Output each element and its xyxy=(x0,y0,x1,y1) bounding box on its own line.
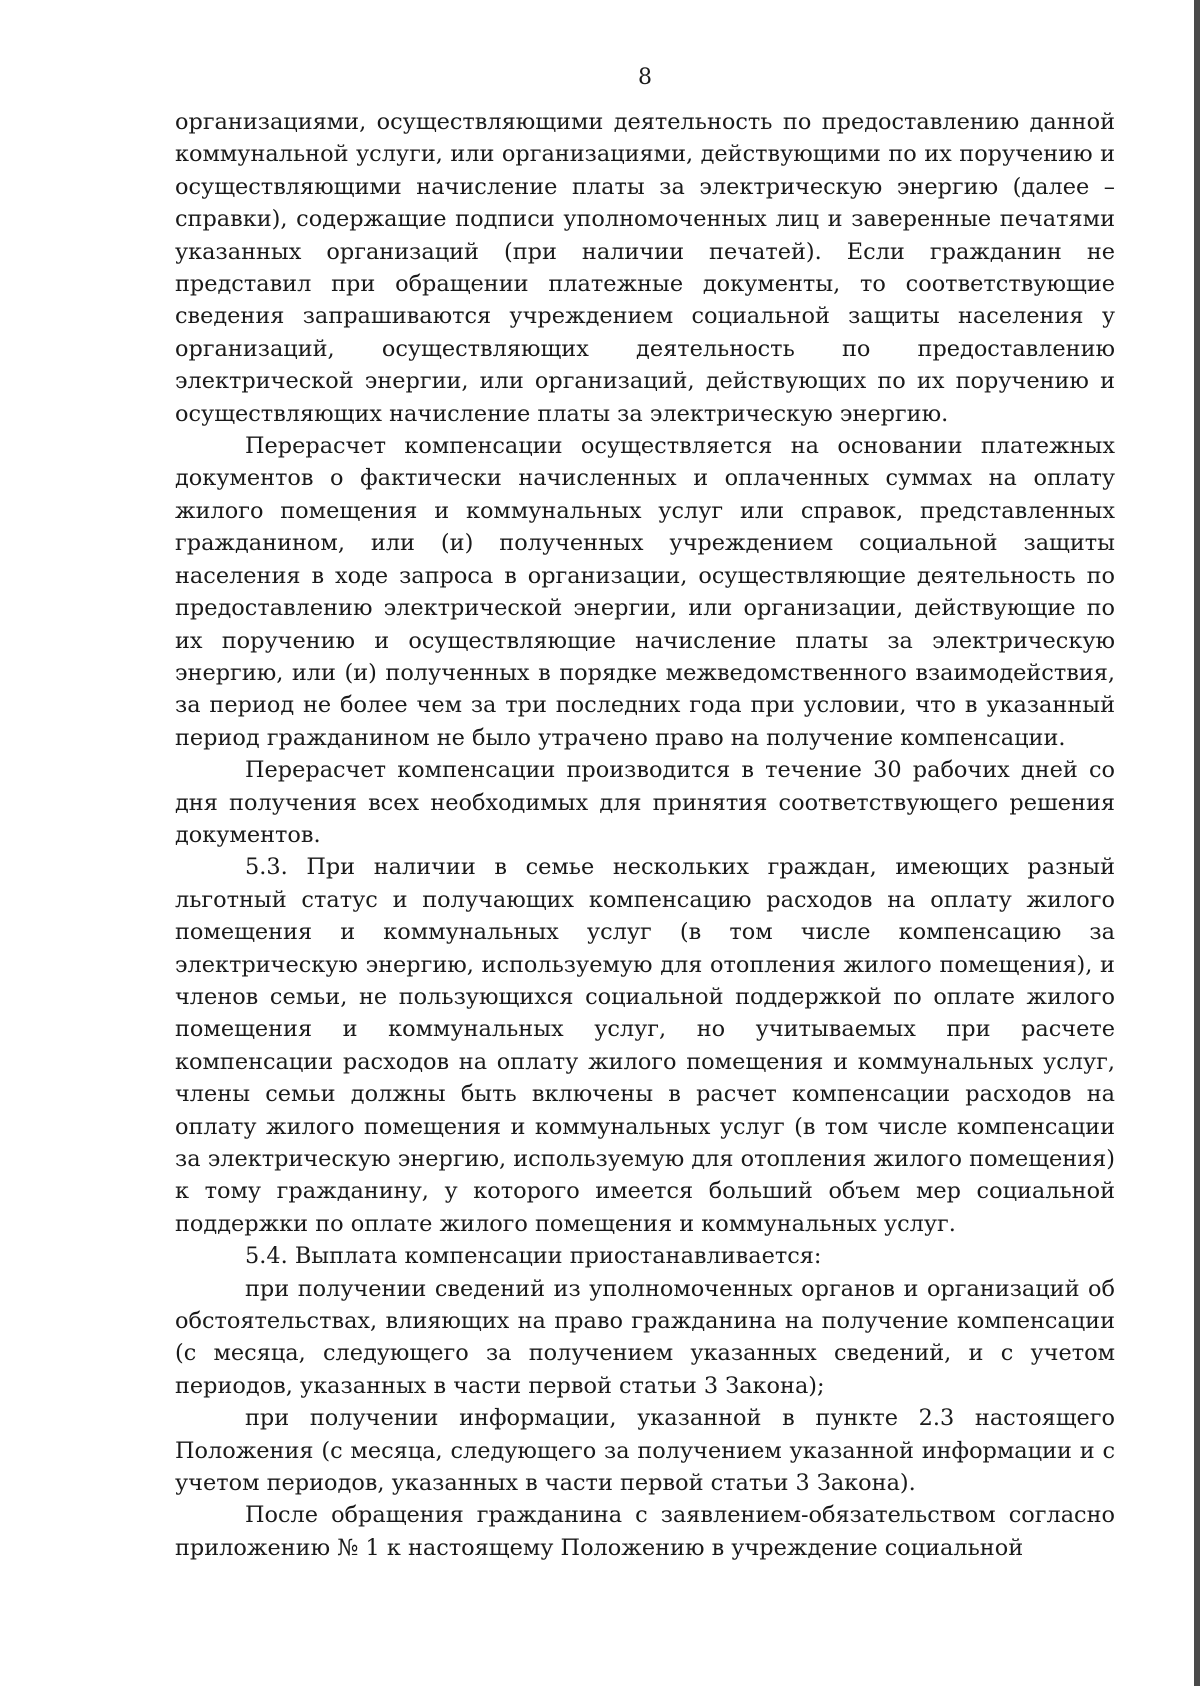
page-edge xyxy=(1194,0,1200,1686)
paragraph-recalculation-term: Перерасчет компенсации производится в течение 30 рабочих дней со дня получения всех необходимых для принятия соответствующего решения документов. xyxy=(175,757,1115,848)
paragraph-after-application: После обращения гражданина с заявлением-обязательством согласно приложению № 1 к настоящему Положению в учреждение социальной xyxy=(175,1502,1115,1561)
document-body xyxy=(175,106,1115,1564)
paragraph-5-4-item-1: при получении сведений из уполномоченных органов и организаций об обстоятельствах, влияющих на право гражданина на получение компенсации (с месяца, следующего за получением указанных сведений, и с учетом периодов, указанных в части первой статьи 3 Закона); xyxy=(175,1275,1115,1399)
paragraph-5-4: 5.4. Выплата компенсации приостанавливается: xyxy=(245,1243,822,1270)
paragraph-continuation: организациями, осуществляющими деятельность по предоставлению данной коммунальной услуги, или организациями, действующими по их поручению и осуществляющими начисление платы за электрическую энергию (далее – справки), содержащие подписи уполномоченных лиц и заверенные печатями указанных организаций (при наличии печатей). Если гражданин не представил при обращении платежные документы, то соответствующие сведения запрашиваются учреждением социальной защиты населения у организаций, осуществляющих деятельность по предоставлению электрической энергии, или организаций, действующих по их поручению и осуществляющих начисление платы за электрическую энергию. xyxy=(175,109,1115,427)
paragraph-5-4-item-2: при получении информации, указанной в пункте 2.3 настоящего Положения (с месяца, следующего за получением указанной информации и с учетом периодов, указанных в части первой статьи 3 Закона). xyxy=(175,1405,1115,1497)
page-number: 8 xyxy=(638,65,652,90)
paragraph-recalculation-basis: Перерасчет компенсации осуществляется на основании платежных документов о фактически начисленных и оплаченных суммах на оплату жилого помещения и коммунальных услуг или справок, представленных гражданином, или (и) полученных учреждением социальной защиты населения в ходе запроса в организации, осуществляющие деятельность по предоставлению электрической энергии, или организации, действующие по их поручению и осуществляющие начисление платы за электрическую энергию, или (и) полученных в порядке межведомственного взаимодействия, за период не более чем за три последних года при условии, что в указанный период гражданином не было утрачено право на получение компенсации. xyxy=(175,433,1115,751)
paragraph-5-3: 5.3. При наличии в семье нескольких граждан, имеющих разный льготный статус и получающих компенсацию расходов на оплату жилого помещения и коммунальных услуг (в том числе компенсацию за электрическую энергию, используемую для отопления жилого помещения), и членов семьи, не пользующихся социальной поддержкой по оплате жилого помещения и коммунальных услуг, но учитываемых при расчете компенсации расходов на оплату жилого помещения и коммунальных услуг, члены семьи должны быть включены в расчет компенсации расходов на оплату жилого помещения и коммунальных услуг (в том числе компенсации за электрическую энергию, используемую для отопления жилого помещения) к тому гражданину, у которого имеется больший объем мер социальной поддержки по оплате жилого помещения и коммунальных услуг. xyxy=(175,854,1115,1237)
